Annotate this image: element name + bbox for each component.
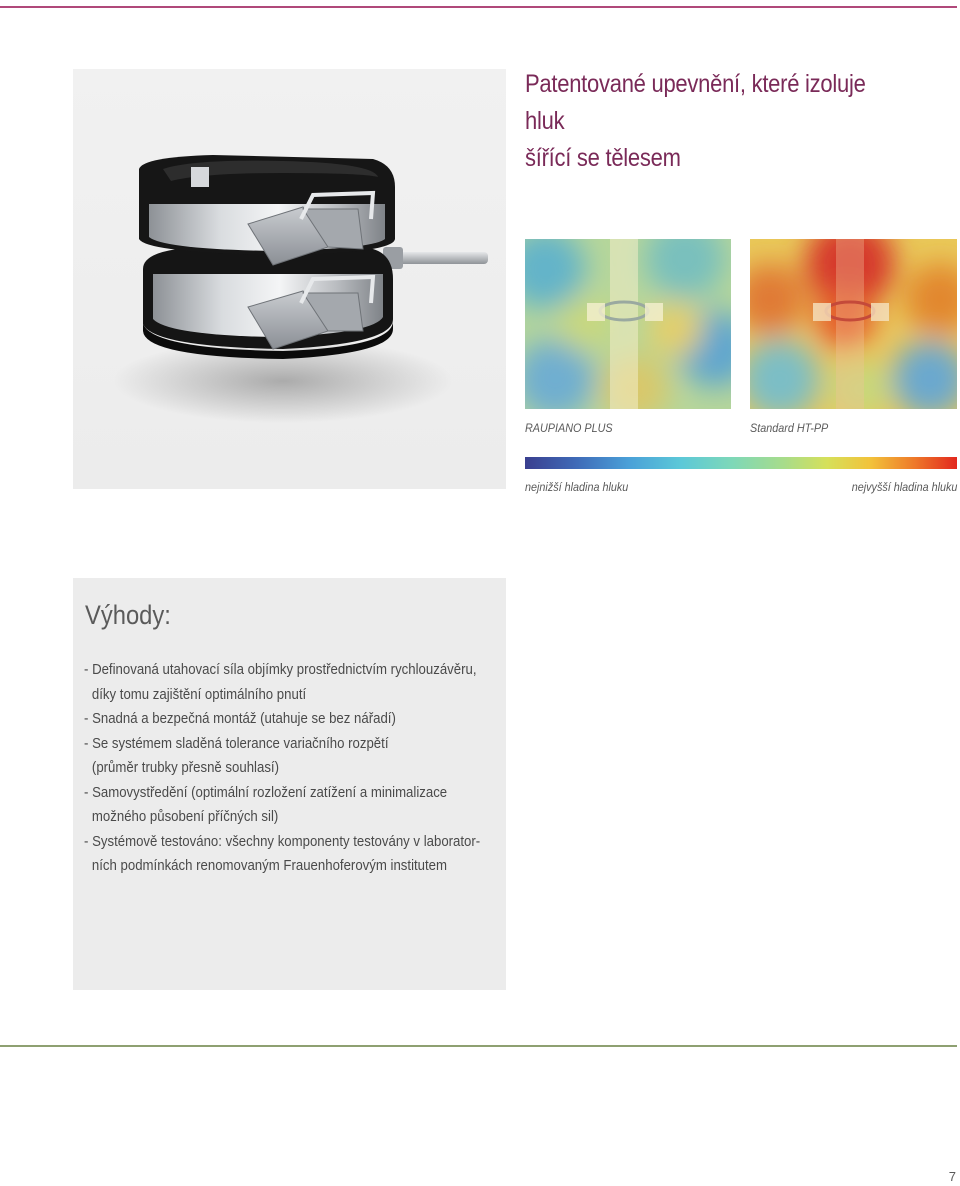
- thermal-caption-left: RAUPIANO PLUS: [525, 421, 613, 435]
- pipe-clamp-image: [73, 69, 506, 489]
- advantage-line: možného působení příčných sil): [91, 808, 279, 825]
- thermal-caption-right: Standard HT-PP: [750, 421, 829, 435]
- page-number: 7: [948, 1169, 956, 1184]
- page-title-line-1: Patentované upevnění, které izoluje hluk: [525, 70, 866, 135]
- advantage-line: - Definovaná utahovací síla objímky prostřednictvím rychlouzávěru,: [84, 661, 477, 678]
- advantage-line: - Samovystředění (optimální rozložení zatížení a minimalizace: [84, 783, 448, 801]
- advantage-line: (průměr trubky přesně souhlasí): [91, 759, 280, 776]
- advantage-line: - Systémově testováno: všechny komponenty testovány v laborator-: [84, 832, 481, 850]
- advantage-line: - Snadná a bezpečná montáž (utahuje se bez nářadí): [84, 710, 396, 727]
- top-rule: [0, 6, 957, 8]
- advantages-title: Výhody:: [85, 600, 171, 630]
- thermal-image-raupiano-plus: [525, 239, 731, 409]
- advantage-line: díky tomu zajištění optimálního pnutí: [91, 685, 307, 703]
- bottom-rule: [0, 1045, 957, 1047]
- scale-label-low: nejnižší hladina hluku: [525, 480, 629, 494]
- page-title: [525, 66, 895, 177]
- scale-label-high: nejvyšší hladina hluku: [851, 480, 957, 494]
- advantages-box: [73, 578, 506, 990]
- advantages-list: [84, 658, 498, 879]
- thermal-image-standard-ht-pp: [750, 239, 957, 409]
- advantage-line: ních podmínkách renomovaným Frauenhoferovým institutem: [91, 857, 448, 874]
- page-title-line-2: šířící se tělesem: [525, 144, 681, 172]
- advantage-line: - Se systémem sladěná tolerance variačního rozpětí: [84, 734, 389, 752]
- product-photo-panel: [73, 69, 506, 489]
- noise-color-scale: [525, 457, 957, 469]
